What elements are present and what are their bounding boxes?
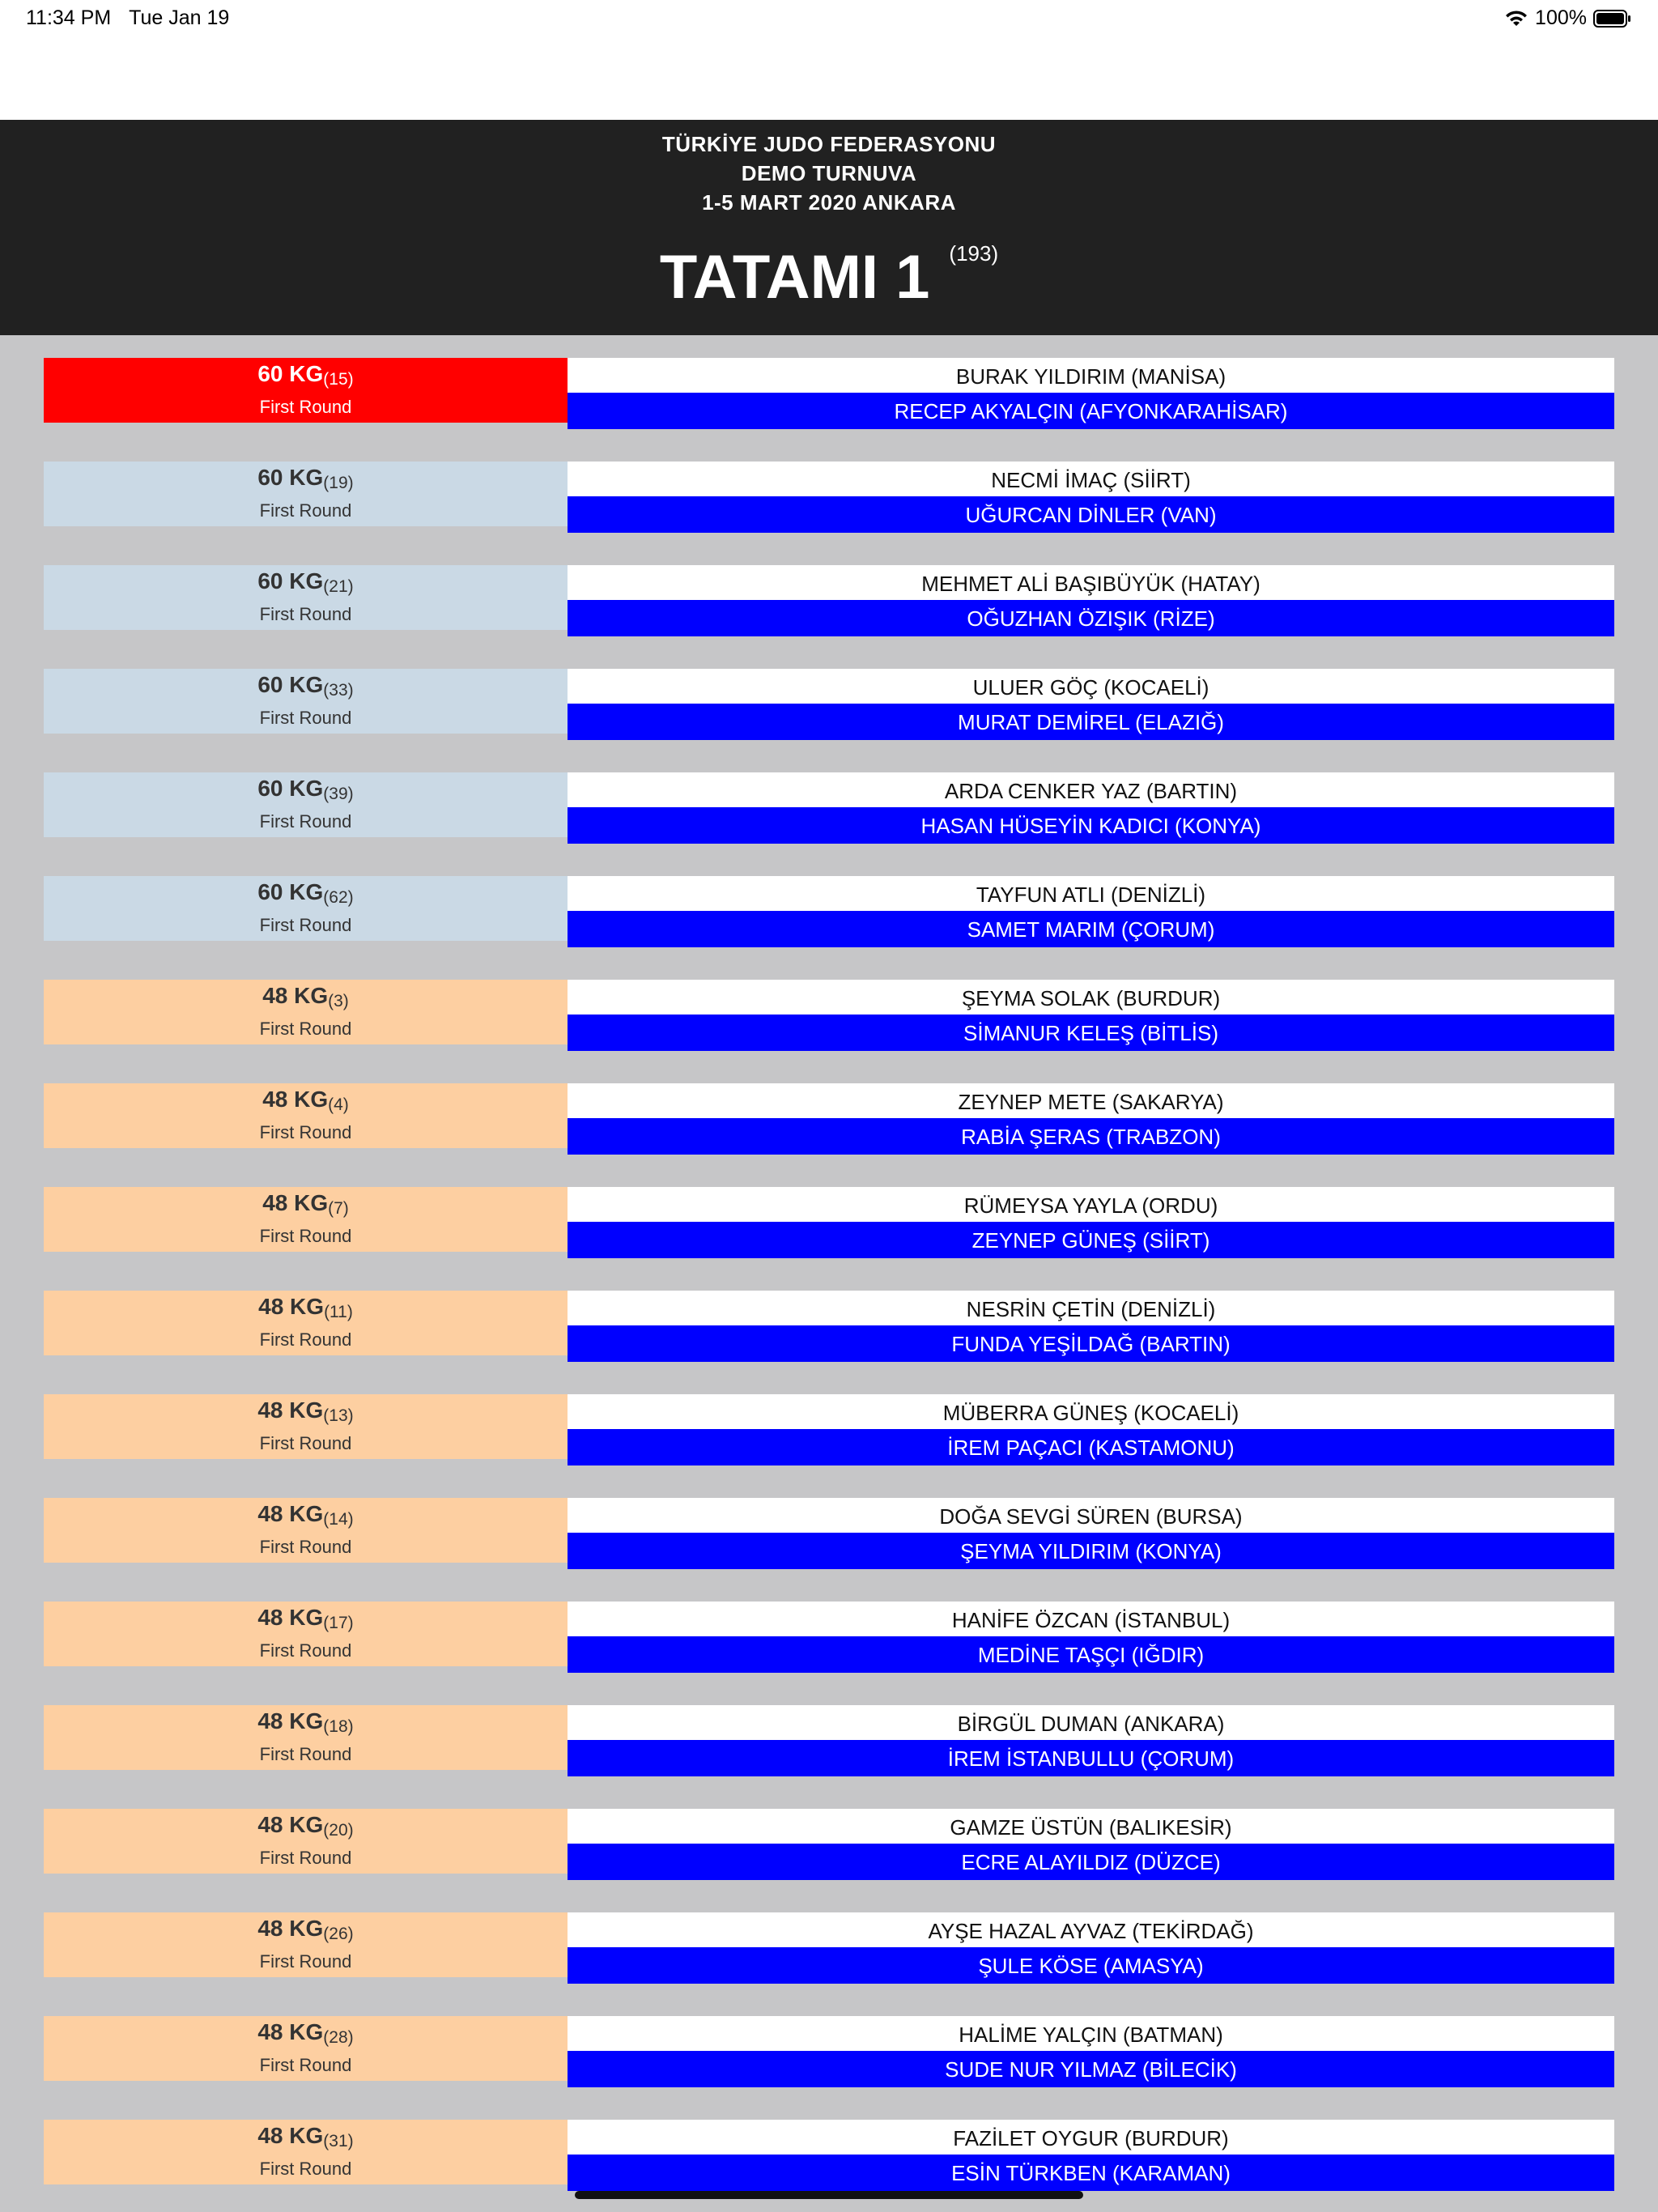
blue-competitor: ESİN TÜRKBEN (KARAMAN) — [568, 2155, 1614, 2191]
blue-competitor: SUDE NUR YILMAZ (BİLECİK) — [568, 2051, 1614, 2087]
round-label: First Round — [259, 1951, 352, 1972]
round-label: First Round — [259, 1744, 352, 1764]
match-category — [44, 1602, 568, 1666]
blue-competitor: ZEYNEP GÜNEŞ (SİİRT) — [568, 1222, 1614, 1258]
match-row[interactable] — [44, 876, 1614, 947]
weight-class — [44, 983, 568, 1011]
status-clock — [26, 6, 247, 30]
match-category — [44, 1809, 568, 1874]
weight-label: 60 KG — [257, 361, 324, 386]
match-number: (33) — [323, 681, 354, 700]
match-number: (26) — [323, 1925, 354, 1943]
match-number: (28) — [323, 2028, 354, 2047]
white-competitor: GAMZE ÜSTÜN (BALIKESİR) — [568, 1809, 1614, 1844]
match-number: (11) — [324, 1303, 353, 1321]
weight-label: 48 KG — [262, 1190, 329, 1215]
white-competitor: NECMİ İMAÇ (SİİRT) — [568, 462, 1614, 496]
round-label: First Round — [259, 397, 352, 417]
weight-class — [44, 1812, 568, 1840]
match-number: (18) — [323, 1717, 354, 1736]
weight-class — [44, 879, 568, 908]
weight-label: 60 KG — [257, 568, 324, 593]
weight-class — [44, 361, 568, 389]
blue-competitor: SİMANUR KELEŞ (BİTLİS) — [568, 1015, 1614, 1051]
match-row[interactable] — [44, 1912, 1614, 1984]
match-category — [44, 2016, 568, 2081]
home-indicator[interactable] — [575, 2191, 1083, 2199]
blue-competitor: ŞULE KÖSE (AMASYA) — [568, 1947, 1614, 1984]
round-label: First Round — [259, 1019, 352, 1039]
match-number: (31) — [323, 2132, 354, 2150]
match-category — [44, 1394, 568, 1459]
weight-label: 48 KG — [257, 1708, 324, 1733]
match-row[interactable] — [44, 1083, 1614, 1155]
white-competitor: AYŞE HAZAL AYVAZ (TEKİRDAĞ) — [568, 1912, 1614, 1947]
match-number: (39) — [323, 785, 354, 803]
match-row[interactable] — [44, 358, 1614, 429]
round-label: First Round — [259, 604, 352, 624]
weight-label: 48 KG — [257, 2019, 324, 2044]
match-number: (17) — [323, 1614, 354, 1632]
blue-competitor: SAMET MARIM (ÇORUM) — [568, 911, 1614, 947]
weight-label: 48 KG — [262, 983, 329, 1008]
match-row[interactable] — [44, 1809, 1614, 1880]
weight-label: 60 KG — [257, 672, 324, 697]
match-row[interactable] — [44, 1291, 1614, 1362]
weight-class — [44, 1294, 568, 1322]
match-category — [44, 980, 568, 1044]
white-competitor: ZEYNEP METE (SAKARYA) — [568, 1083, 1614, 1118]
weight-class — [44, 776, 568, 804]
match-count: (193) — [949, 241, 999, 266]
white-competitor: FAZİLET OYGUR (BURDUR) — [568, 2120, 1614, 2155]
match-row[interactable] — [44, 1187, 1614, 1258]
blue-competitor: MEDİNE TAŞÇI (IĞDIR) — [568, 1636, 1614, 1673]
tournament-header — [0, 120, 1658, 335]
match-number: (13) — [323, 1406, 354, 1425]
match-number: (15) — [323, 370, 354, 389]
match-category — [44, 2120, 568, 2184]
white-competitor: ARDA CENKER YAZ (BARTIN) — [568, 772, 1614, 807]
weight-label: 60 KG — [257, 465, 324, 490]
white-competitor: RÜMEYSA YAYLA (ORDU) — [568, 1187, 1614, 1222]
round-label: First Round — [259, 1329, 352, 1350]
weight-label: 48 KG — [257, 1605, 324, 1630]
match-row[interactable] — [44, 1602, 1614, 1673]
match-number: (4) — [328, 1095, 349, 1114]
weight-label: 48 KG — [262, 1087, 329, 1112]
blue-competitor: ŞEYMA YILDIRIM (KONYA) — [568, 1533, 1614, 1569]
round-label: First Round — [259, 1122, 352, 1142]
white-competitor: MEHMET ALİ BAŞIBÜYÜK (HATAY) — [568, 565, 1614, 600]
battery-percent: 100% — [1535, 6, 1587, 29]
battery-icon — [1593, 9, 1632, 28]
blue-competitor: RABİA ŞERAS (TRABZON) — [568, 1118, 1614, 1155]
match-category — [44, 669, 568, 734]
match-row[interactable] — [44, 1705, 1614, 1776]
weight-class — [44, 1190, 568, 1219]
tournament-name: DEMO TURNUVA — [741, 161, 917, 185]
round-label: First Round — [259, 2055, 352, 2075]
weight-class — [44, 1397, 568, 1426]
match-row[interactable] — [44, 772, 1614, 844]
match-row[interactable] — [44, 565, 1614, 636]
weight-class — [44, 465, 568, 493]
match-number: (3) — [328, 992, 349, 1010]
match-category — [44, 1083, 568, 1148]
white-competitor: ULUER GÖÇ (KOCAELİ) — [568, 669, 1614, 704]
round-label: First Round — [259, 1848, 352, 1868]
match-category — [44, 1291, 568, 1355]
round-label: First Round — [259, 1433, 352, 1453]
weight-class — [44, 1605, 568, 1633]
weight-class — [44, 2123, 568, 2151]
status-date: Tue Jan 19 — [129, 6, 230, 29]
match-category — [44, 1498, 568, 1563]
white-competitor: MÜBERRA GÜNEŞ (KOCAELİ) — [568, 1394, 1614, 1429]
weight-class — [44, 2019, 568, 2048]
weight-class — [44, 672, 568, 700]
match-number: (21) — [323, 577, 354, 596]
match-row[interactable] — [44, 980, 1614, 1051]
match-row[interactable] — [44, 462, 1614, 533]
white-competitor: ŞEYMA SOLAK (BURDUR) — [568, 980, 1614, 1015]
match-row[interactable] — [44, 669, 1614, 740]
weight-class — [44, 1916, 568, 1944]
match-number: (14) — [323, 1510, 354, 1529]
match-row[interactable] — [44, 2016, 1614, 2087]
match-row[interactable] — [44, 1498, 1614, 1569]
round-label: First Round — [259, 1226, 352, 1246]
blue-competitor: UĞURCAN DİNLER (VAN) — [568, 496, 1614, 533]
white-competitor: TAYFUN ATLI (DENİZLİ) — [568, 876, 1614, 911]
weight-label: 48 KG — [257, 1501, 324, 1526]
blue-competitor: RECEP AKYALÇIN (AFYONKARAHİSAR) — [568, 393, 1614, 429]
status-indicators — [1504, 6, 1632, 30]
blue-competitor: MURAT DEMİREL (ELAZIĞ) — [568, 704, 1614, 740]
white-competitor: BURAK YILDIRIM (MANİSA) — [568, 358, 1614, 393]
blue-competitor: HASAN HÜSEYİN KADICI (KONYA) — [568, 807, 1614, 844]
blue-competitor: İREM İSTANBULLU (ÇORUM) — [568, 1740, 1614, 1776]
weight-class — [44, 1501, 568, 1529]
match-category — [44, 462, 568, 526]
round-label: First Round — [259, 1640, 352, 1661]
white-competitor: HANİFE ÖZCAN (İSTANBUL) — [568, 1602, 1614, 1636]
match-category — [44, 358, 568, 423]
round-label: First Round — [259, 500, 352, 521]
match-category — [44, 1705, 568, 1770]
weight-class — [44, 568, 568, 597]
federation-name: TÜRKİYE JUDO FEDERASYONU — [661, 132, 997, 156]
white-competitor: NESRİN ÇETİN (DENİZLİ) — [568, 1291, 1614, 1325]
weight-label: 48 KG — [257, 1916, 324, 1941]
weight-class — [44, 1708, 568, 1737]
match-number: (7) — [328, 1199, 349, 1218]
weight-class — [44, 1087, 568, 1115]
round-label: First Round — [259, 915, 352, 935]
match-category — [44, 876, 568, 941]
white-competitor: BİRGÜL DUMAN (ANKARA) — [568, 1705, 1614, 1740]
weight-label: 48 KG — [258, 1294, 325, 1319]
weight-label: 60 KG — [257, 879, 324, 904]
match-number: (20) — [323, 1821, 354, 1840]
weight-label: 48 KG — [257, 1397, 324, 1423]
round-label: First Round — [259, 708, 352, 728]
tatami-title: TATAMI 1 — [659, 243, 930, 312]
blue-competitor: İREM PAÇACI (KASTAMONU) — [568, 1429, 1614, 1465]
match-category — [44, 1187, 568, 1252]
round-label: First Round — [259, 811, 352, 832]
match-category — [44, 565, 568, 630]
status-time: 11:34 PM — [26, 6, 112, 29]
wifi-icon — [1504, 9, 1528, 28]
blue-competitor: FUNDA YEŞİLDAĞ (BARTIN) — [568, 1325, 1614, 1362]
blue-competitor: OĞUZHAN ÖZIŞIK (RİZE) — [568, 600, 1614, 636]
white-competitor: DOĞA SEVGİ SÜREN (BURSA) — [568, 1498, 1614, 1533]
weight-label: 48 KG — [257, 2123, 324, 2148]
match-category — [44, 772, 568, 837]
blue-competitor: ECRE ALAYILDIZ (DÜZCE) — [568, 1844, 1614, 1880]
weight-label: 48 KG — [257, 1812, 324, 1837]
round-label: First Round — [259, 1537, 352, 1557]
round-label: First Round — [259, 2159, 352, 2179]
match-row[interactable] — [44, 2120, 1614, 2191]
match-category — [44, 1912, 568, 1977]
weight-label: 60 KG — [257, 776, 324, 801]
match-number: (62) — [323, 888, 354, 907]
status-bar — [0, 0, 1658, 120]
match-row[interactable] — [44, 1394, 1614, 1465]
white-competitor: HALİME YALÇIN (BATMAN) — [568, 2016, 1614, 2051]
tournament-date-location: 1-5 MART 2020 ANKARA — [702, 190, 956, 215]
match-number: (19) — [323, 474, 354, 492]
